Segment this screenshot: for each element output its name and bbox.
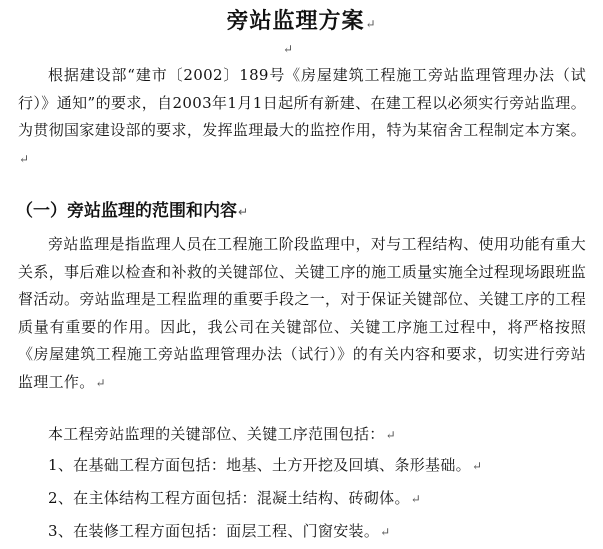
section-paragraph — [18, 231, 586, 397]
list-item — [48, 485, 421, 514]
list-item-text: 1、在基础工程方面包括：地基、土方开挖及回填、条形基础。 — [48, 456, 471, 474]
section-paragraph-text: 旁站监理是指监理人员在工程施工阶段监理中，对与工程结构、使用功能有重大关系，事后难以检查和补救的关键部位、关键工序的施工质量实施全过程现场跟班监督活动。旁站监理是工程监理的重要手段之一，对于保证关键部位、关键工序的工程质量有重要的作用。因此，我公司在关键部位、关键工序施工过程中，将严格按照《房屋建筑工程施工旁站监理管理办法（试行）》的有关内容和要求，切实进行旁站监理工作。 — [18, 235, 586, 391]
paragraph-mark-icon: ↵ — [238, 205, 249, 219]
title-text: 旁站监理方案 — [226, 8, 365, 34]
document-title — [0, 6, 603, 39]
scope-intro — [18, 421, 586, 450]
section-heading — [16, 196, 248, 227]
list-item-text: 3、在装修工程方面包括：面层工程、门窗安装。 — [48, 522, 380, 540]
paragraph-mark-icon: ↵ — [19, 151, 30, 166]
paragraph-mark-icon: ↵ — [365, 17, 377, 31]
scope-intro-text: 本工程旁站监理的关键部位、关键工序范围包括： — [48, 425, 385, 443]
list-item — [48, 452, 482, 481]
paragraph-mark-icon: ↵ — [385, 428, 396, 442]
paragraph-mark-icon: ↵ — [95, 375, 106, 390]
intro-paragraph-text: 根据建设部“建市〔2002〕189号《房屋建筑工程施工旁站监理管理办法（试行）》通知”的要求，自2003年1月1日起所有新建、在建工程以必须实行旁站监理。为贯彻国家建设部的要求，发挥监理最大的监控作用，特为某宿舍工程制定本方案。 — [18, 66, 586, 139]
section-heading-text: （一）旁站监理的范围和内容 — [16, 201, 237, 221]
list-item-text: 2、在主体结构工程方面包括：混凝土结构、砖砌体。 — [48, 489, 410, 507]
paragraph-mark-icon: ↵ — [380, 525, 391, 539]
paragraph-mark-icon: ↵ — [410, 492, 422, 506]
paragraph-mark-icon: ↵ — [471, 459, 483, 473]
blank-line-mark-icon: ↵ — [283, 42, 294, 56]
intro-paragraph — [18, 62, 586, 173]
list-item — [48, 518, 391, 547]
